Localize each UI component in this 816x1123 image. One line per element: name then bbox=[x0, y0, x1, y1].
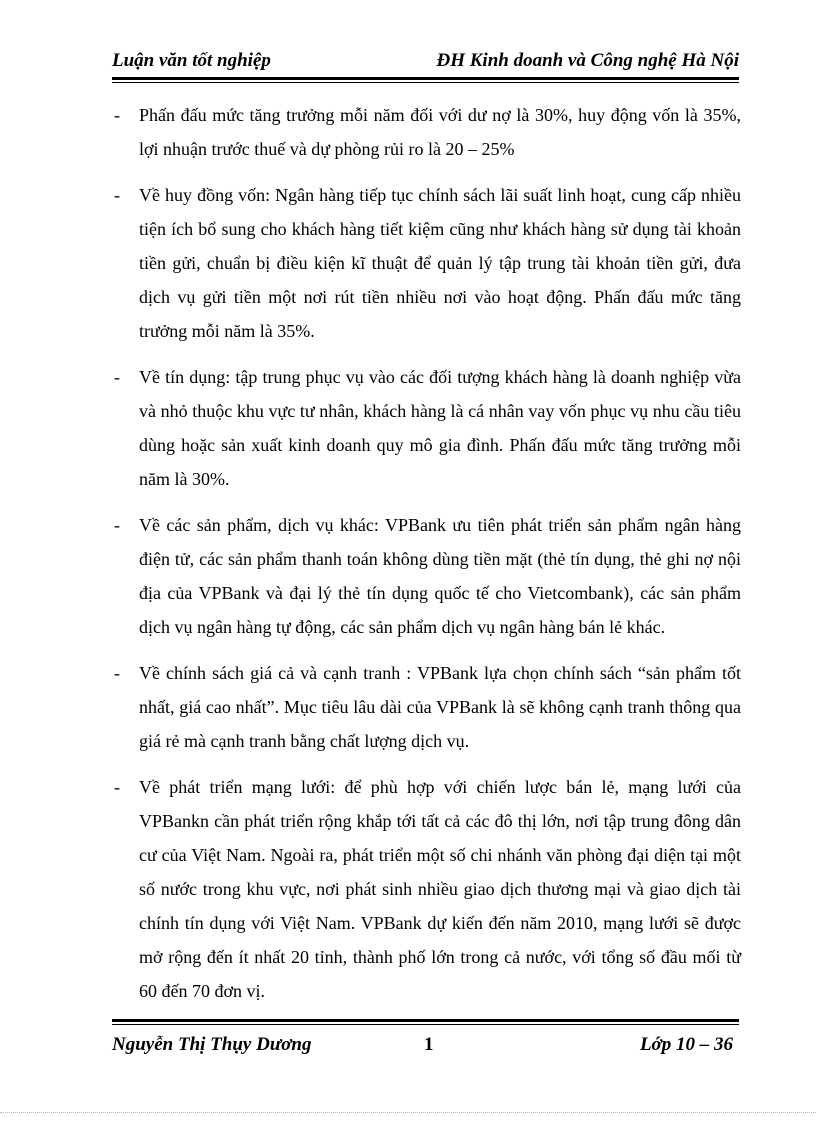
header-thesis-label: Luận văn tốt nghiệp bbox=[112, 50, 271, 71]
bullet-dash: - bbox=[114, 367, 120, 387]
bullet-text: Phấn đấu mức tăng trưởng mỗi năm đối với dư nợ là 30%, huy động vốn là 35%, lợi nhuận trước thuế và dự phòng rủi ro là 20 – 25% bbox=[139, 105, 741, 159]
bullet-item bbox=[112, 770, 741, 1008]
bullet-dash: - bbox=[114, 515, 120, 535]
bullet-item bbox=[112, 508, 741, 644]
bullet-text: Về tín dụng: tập trung phục vụ vào các đối tượng khách hàng là doanh nghiệp vừa và nhỏ thuộc khu vực tư nhân, khách hàng là cá nhân vay vốn phục vụ nhu cầu tiêu dùng hoặc sản xuất kinh doanh quy mô gia đình. Phấn đấu mức tăng trưởng mỗi năm là 30%. bbox=[139, 367, 741, 489]
bullet-text: Về phát triển mạng lưới: để phù hợp với chiến lược bán lẻ, mạng lưới của VPBankn cần phát triển rộng khắp tới tất cả các đô thị lớn, nơi tập trung đông dân cư của Việt Nam. Ngoài ra, phát triển một số chi nhánh văn phòng đại diện tại một số nước trong khu vực, nơi phát sinh nhiều giao dịch thương mại và giao dịch tài chính tín dụng với Việt Nam. VPBank dự kiến đến năm 2010, mạng lưới sẽ được mở rộng đến ít nhất 20 tỉnh, thành phố lớn trong cả nước, với tổng số đầu mối từ 60 đến 70 đơn vị. bbox=[139, 777, 741, 1001]
page-edge-divider bbox=[0, 1112, 816, 1113]
page-footer bbox=[112, 1034, 739, 1060]
document-body bbox=[112, 98, 741, 1020]
header-rule bbox=[112, 77, 739, 83]
bullet-item bbox=[112, 98, 741, 166]
bullet-text: Về huy đồng vốn: Ngân hàng tiếp tục chính sách lãi suất linh hoạt, cung cấp nhiều tiện ích bổ sung cho khách hàng tiết kiệm cũng như khách hàng sử dụng tài khoản tiền gửi, chuẩn bị điều kiện kĩ thuật để quản lý tập trung tài khoản tiền gửi, đưa dịch vụ gửi tiền một nơi rút tiền nhiều nơi vào hoạt động. Phấn đấu mức tăng trưởng mỗi năm là 35%. bbox=[139, 185, 741, 341]
bullet-item bbox=[112, 360, 741, 496]
bullet-dash: - bbox=[114, 663, 120, 683]
bullet-text: Về các sản phẩm, dịch vụ khác: VPBank ưu tiên phát triển sản phẩm ngân hàng điện tử, các sản phẩm thanh toán không dùng tiền mặt (thẻ tín dụng, thẻ ghi nợ nội địa của VPBank và đại lý thẻ tín dụng quốc tế cho Vietcombank), các sản phẩm dịch vụ ngân hàng tự động, các sản phẩm dịch vụ ngân hàng bán lẻ khác. bbox=[139, 515, 741, 637]
footer-rule bbox=[112, 1019, 739, 1025]
footer-author: Nguyễn Thị Thụy Dương bbox=[112, 1034, 312, 1055]
bullet-dash: - bbox=[114, 105, 120, 125]
bullet-text: Về chính sách giá cả và cạnh tranh : VPBank lựa chọn chính sách “sản phẩm tốt nhất, giá cao nhất”. Mục tiêu lâu dài của VPBank là sẽ không cạnh tranh thông qua giá rẻ mà cạnh tranh bằng chất lượng dịch vụ. bbox=[139, 663, 741, 751]
page-number: 1 bbox=[424, 1034, 434, 1055]
footer-class: Lớp 10 – 36 bbox=[639, 1034, 733, 1055]
bullet-item bbox=[112, 656, 741, 758]
header-university-name: ĐH Kinh doanh và Công nghệ Hà Nội bbox=[436, 50, 739, 71]
page-header bbox=[112, 50, 739, 76]
bullet-item bbox=[112, 178, 741, 348]
bullet-dash: - bbox=[114, 777, 120, 797]
bullet-dash: - bbox=[114, 185, 120, 205]
